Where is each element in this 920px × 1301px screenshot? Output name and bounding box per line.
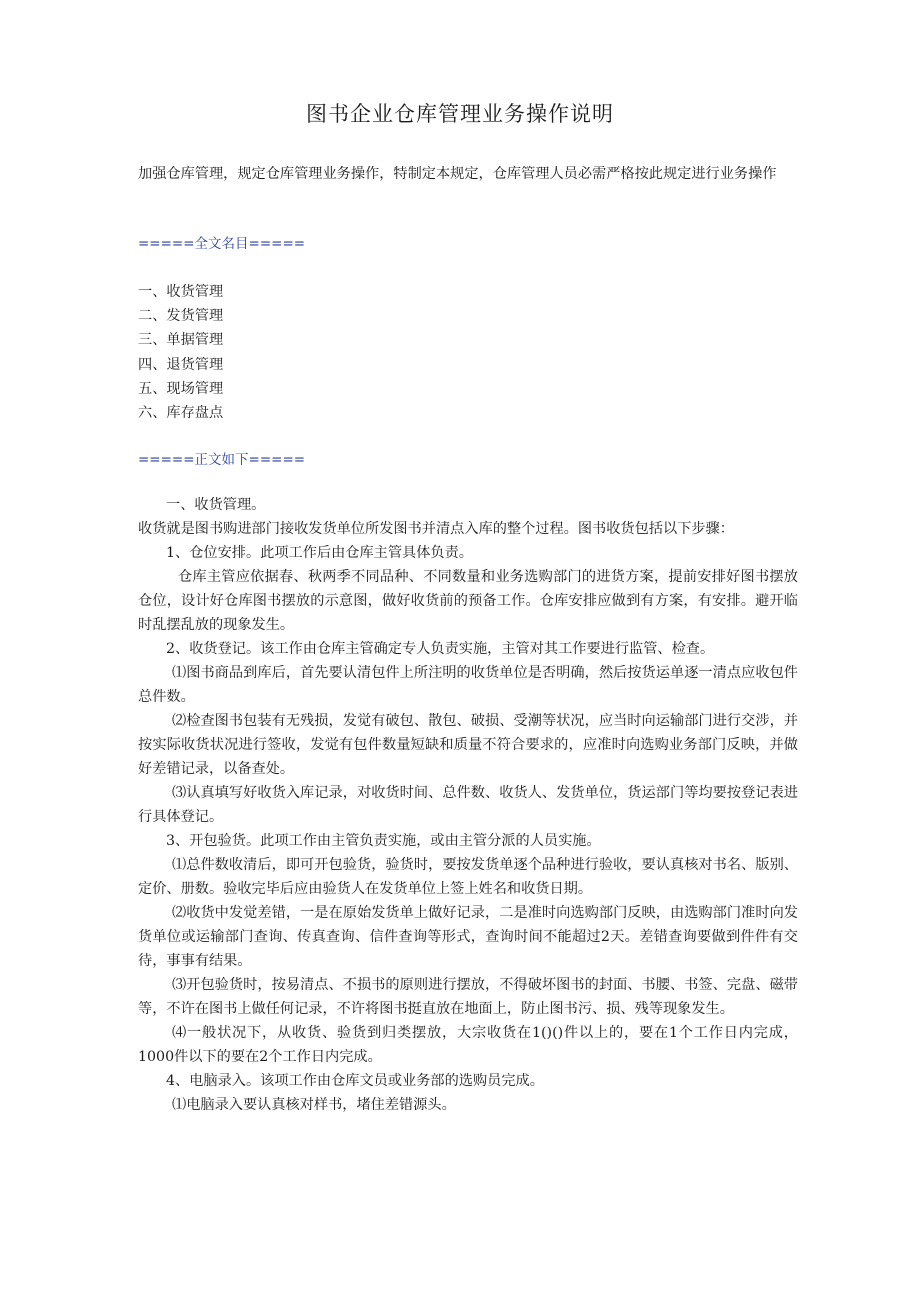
sub-item: ⑶开包验货时，按易清点、不损书的原则进行摆放，不得破坏图书的封面、书腰、书签、完盘、磁带等，不许在图书上做任何记录，不许将图书挺直放在地面上，防止图书污、损、残等现象发生。 xyxy=(138,977,798,1017)
sub-item: ⑵检查图书包装有无残损，发觉有破包、散包、破损、受潮等状况，应当时向运输部门进行交涉，并按实际收货状况进行签收，发觉有包件数量短缺和质量不符合要求的，应准时向选购业务部门反映，并做好差错记录，以备查处。 xyxy=(138,713,798,777)
sub-item: ⑴电脑录入要认真核对样书，堵住差错源头。 xyxy=(172,1097,456,1113)
toc-item: 三、单据管理 xyxy=(138,332,224,349)
toc-item: 二、发货管理 xyxy=(138,308,224,325)
sub-item: ⑷一般状况下，从收货、验货到归类摆放，大宗收货在1()()件以上的，要在1个工作日内完成，1000件以下的要在2个工作日内完成。 xyxy=(138,1025,798,1065)
toc-item: 四、退货管理 xyxy=(138,356,224,373)
toc-item: 六、库存盘点 xyxy=(138,405,224,422)
step-heading: 3、开包验货。此项工作由主管负责实施，或由主管分派的人员实施。 xyxy=(166,833,601,849)
intro-paragraph: 加强仓库管理，规定仓库管理业务操作，特制定本规定，仓库管理人员必需严格按此规定进行业务操作 xyxy=(138,166,777,182)
toc-header: =====全文名目===== xyxy=(138,236,306,252)
sub-item: ⑴图书商品到库后，首先要认清包件上所注明的收货单位是否明确，然后按货运单逐一清点应收包件总件数。 xyxy=(138,665,798,705)
toc-item: 一、收货管理 xyxy=(138,284,224,300)
step-heading: 4、电脑录入。该项工作由仓库文员或业务部的选购员完成。 xyxy=(166,1073,544,1089)
document-title: 图书企业仓库管理业务操作说明 xyxy=(306,102,614,126)
step-heading: 2、收货登记。该工作由仓库主管确定专人负责实施，主管对其工作要进行监管、检查。 xyxy=(166,641,715,657)
document-body xyxy=(138,493,798,1117)
sub-item: ⑶认真填写好收货入库记录，对收货时间、总件数、收货人、发货单位，货运部门等均要按登记表进行具体登记。 xyxy=(138,785,798,825)
toc-item: 五、现场管理 xyxy=(138,380,224,397)
sub-item: ⑴总件数收清后，即可开包验货，验货时，要按发货单逐个品种进行验收，要认真核对书名、版别、定价、册数。验收完毕后应由验货人在发货单位上签上姓名和收货日期。 xyxy=(138,857,798,897)
sub-item: ⑵收货中发觉差错，一是在原始发货单上做好记录，二是准时向选购部门反映，由选购部门准时向发货单位或运输部门查询、传真查询、信件查询等形式，查询时间不能超过2天。差错查询要做到件件有交待，事事有结果。 xyxy=(138,905,798,969)
section-heading: 一、收货管理。 xyxy=(166,497,266,513)
body-paragraph: 收货就是图书购进部门接收发货单位所发图书并清点入库的整个过程。图书收货包括以下步骤： xyxy=(138,521,734,537)
table-of-contents xyxy=(138,280,223,425)
step-heading: 1、仓位安排。此项工作后由仓库主管具体负责。 xyxy=(166,545,473,561)
body-paragraph: 仓库主管应依据春、秋两季不同品种、不同数量和业务选购部门的进货方案，提前安排好图书摆放仓位，设计好仓库图书摆放的示意图，做好收货前的预备工作。仓库安排应做到有方案，有安排。避开临时乱摆乱放的现象发生。 xyxy=(138,569,798,633)
body-header: =====正文如下===== xyxy=(138,452,306,468)
